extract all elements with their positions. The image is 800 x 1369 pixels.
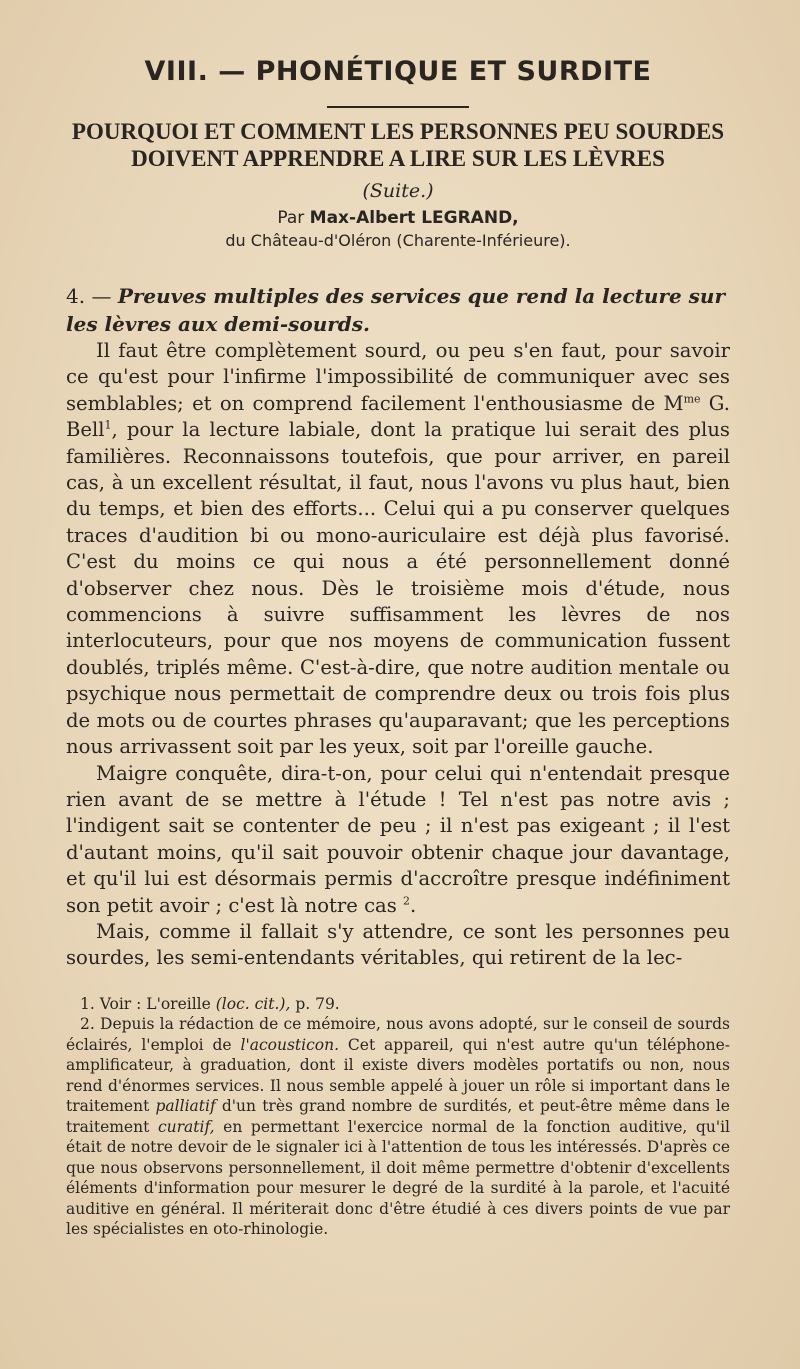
subsection-dash: — <box>91 284 112 308</box>
subsection-heading-text: Preuves multiples des services que rend la lecture sur les lèvres aux demi-sourds. <box>66 284 726 336</box>
footnote-2-term-curatif: curatif, <box>157 1117 215 1136</box>
article-title: POURQUOI ET COMMENT LES PERSONNES PEU SOURDES DOIVENT APPRENDRE A LIRE SUR LES LÈVRES <box>71 119 725 171</box>
footnote-2-part-a: Depuis la rédaction de ce mémoire, nous avons adopté, sur le conseil de sourds éclairés, l'emploi de <box>66 1015 730 1054</box>
footnote-1-text: Voir : L'oreille <box>99 994 211 1013</box>
footnote-ref-1: 1 <box>104 418 112 432</box>
paragraph-1 <box>66 338 730 761</box>
paragraph-1-part-b: G. Bell <box>66 391 730 442</box>
paragraph-2 <box>66 761 730 919</box>
footnote-2-part-c: d'un très grand nombre de surdités, et peut-être même dans le traitement <box>66 1097 730 1136</box>
footnotes <box>66 994 730 1240</box>
footnote-1 <box>66 994 730 1015</box>
author-name: Max-Albert LEGRAND, <box>309 208 519 228</box>
byline <box>66 206 730 230</box>
footnote-2 <box>66 1014 730 1240</box>
author-affiliation: du Château-d'Oléron (Charente-Inférieure). <box>225 231 571 250</box>
footnote-2-part-b: Cet appareil, qui n'est autre qu'un téléphone-amplificateur, à graduation, dont il existe divers modèles portatifs ou non, nous rend d'énormes services. Il nous semble appelé à jouer un rôle si important dans le traitement <box>66 1035 730 1116</box>
paragraph-2-part-b: . <box>410 893 417 917</box>
byline-prefix: Par <box>277 208 305 228</box>
paragraph-3: Mais, comme il fallait s'y attendre, ce sont les personnes peu sourdes, les semi-entendants véritables, qui retirent de la lec- <box>66 919 730 970</box>
section-dash: — <box>218 56 246 87</box>
footnote-1-citation: (loc. cit.), <box>215 994 291 1013</box>
subsection-number: 4. <box>66 284 86 308</box>
footnote-2-number: 2. <box>80 1015 95 1034</box>
title-rule <box>327 106 469 108</box>
footnote-2-term-palliatif: palliatif <box>155 1097 216 1116</box>
footnote-1-page: p. 79. <box>295 994 340 1013</box>
title-abbrev-superscript: me <box>683 392 701 406</box>
footnote-ref-2: 2 <box>403 894 411 907</box>
footnote-2-part-d: en permettant l'exercice normal de la fonction auditive, qu'il était de notre devoir de le signaler ici à l'attention de tous les intéressés. D'après ce que nous observons personnellement, il doit même permettre d'obtenir d'excellents éléments d'information pour mesurer le degré de la surdité à la parole, et l'acuité auditive en général. Il mériterait donc d'être étudié à ces divers points de vue par les spécialistes en oto-rhinologie. <box>66 1117 730 1239</box>
section-title-text: PHONÉTIQUE ET SURDITE <box>255 56 652 87</box>
paragraph-1-part-c: , pour la lecture labiale, dont la pratique lui serait des plus familières. Reconnaissons toutefois, que pour arriver, en pareil cas, à un excellent résultat, il faut, nous l'avons vu plus haut, bien du temps, et bien des efforts... Celui qui a pu conserver quelques traces d'audition bi ou mono-auriculaire est déjà plus favorisé. C'est du moins ce qui nous a été personnellement donné d'observer chez nous. Dès le troisième mois d'étude, nous commencions à suivre suffisamment les lèvres de nos interlocuteurs, pour que nos moyens de communication fussent doublés, triplés même. C'est-à-dire, que notre audition mentale ou psychique nous permettait de comprendre deux ou trois fois plus de mots ou de courtes phrases qu'auparavant; que les perceptions nous arrivassent soit par les yeux, soit par l'oreille gauche. <box>66 418 730 759</box>
paragraph-1-part-a: Il faut être complètement sourd, ou peu s'en faut, pour savoir ce qu'est pour l'infirme l'impossibilité de communiquer avec ses semblables; et on comprend facilement l'enthousiasme de M <box>66 339 730 415</box>
paragraph-2-part-a: Maigre conquête, dira-t-on, pour celui qui n'entendait presque rien avant de se mettre à l'étude ! Tel n'est pas notre avis ; l'indigent sait se contenter de peu ; il n'est pas exigeant ; il l'est d'autant moins, qu'il sait pouvoir obtenir chaque jour davantage, et qu'il lui est désormais permis d'accroître presque indéfiniment son petit avoir ; c'est là notre cas <box>66 761 730 917</box>
section-number: VIII. <box>144 56 209 87</box>
footnote-1-number: 1. <box>80 994 95 1013</box>
section-title <box>66 52 730 92</box>
subsection-heading <box>66 282 730 338</box>
footnote-2-term-acousticon: l'acousticon. <box>240 1035 340 1054</box>
article-suite: (Suite.) <box>362 180 434 202</box>
